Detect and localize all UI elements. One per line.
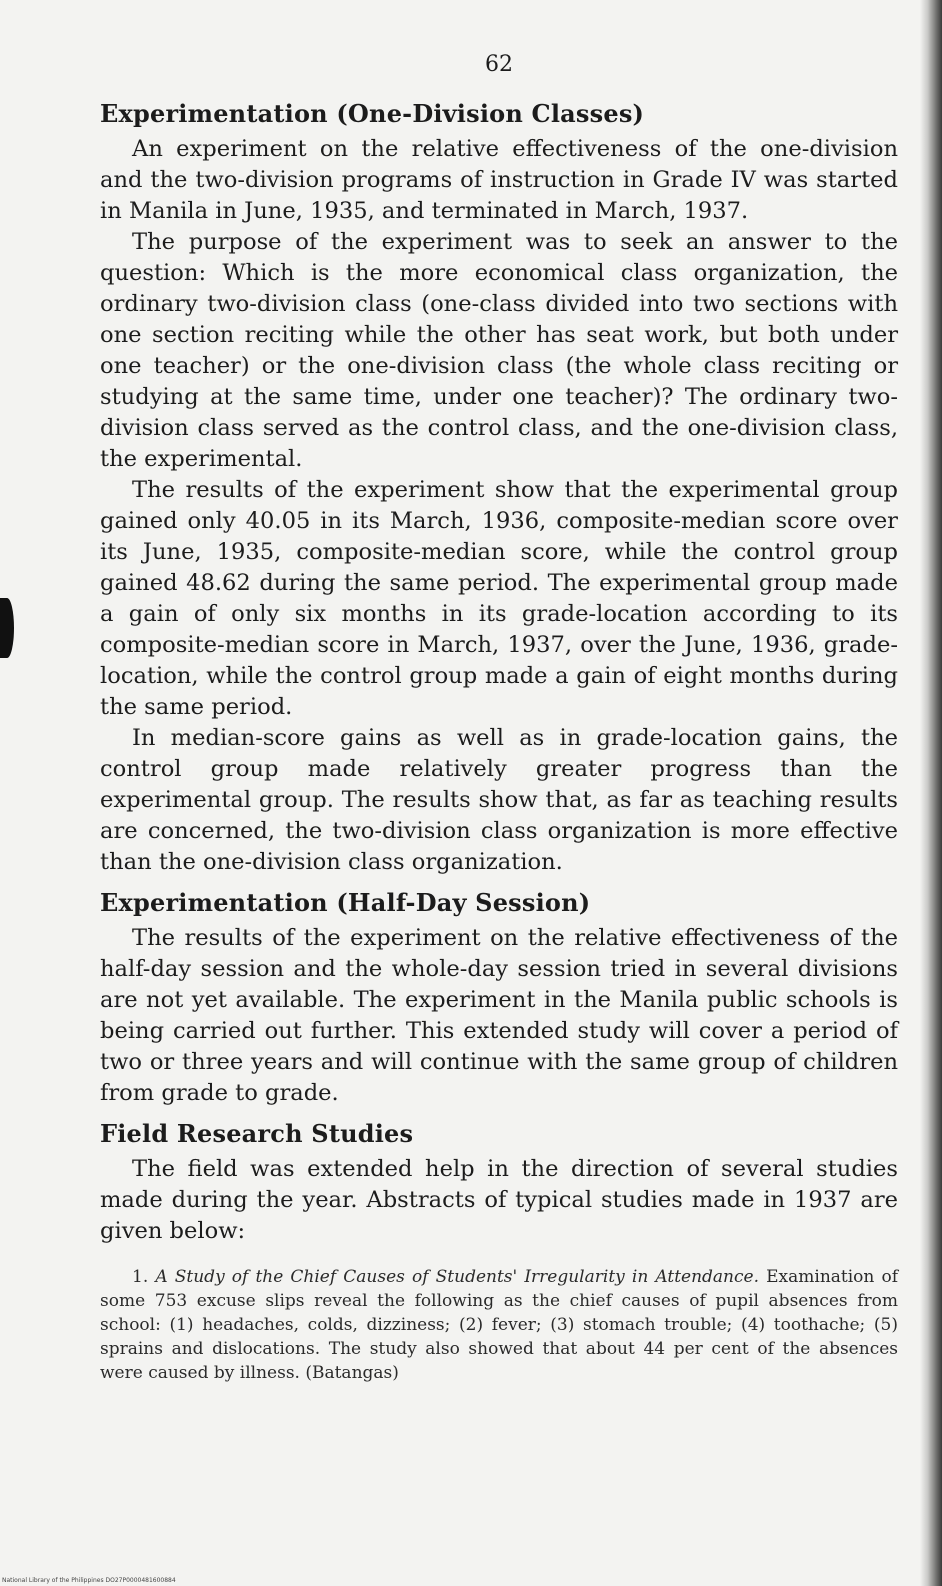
scan-footer: National Library of the Philippines DO27P0000481600884 [2, 1577, 176, 1584]
section-heading-field-research: Field Research Studies [100, 1119, 414, 1148]
section-heading-one-division: Experimentation (One-Division Classes) [100, 99, 645, 128]
study-title: A Study of the Chief Causes of Students' Irregularity in Attendance. [155, 1267, 759, 1287]
page-number: 62 [485, 52, 513, 77]
binding-mark [0, 598, 14, 658]
paragraph: In median-score gains as well as in grade-location gains, the control group made relatively greater progress than the experimental group. The results show that, as far as teaching results are concerned, the two-division class organization is more effective than the one-division class organization. [100, 725, 898, 875]
document-page [100, 52, 898, 1385]
study-body: Examination of some 753 excuse slips reveal the following as the chief causes of pupil absences from school: (1) headaches, colds, dizziness; (2) fever; (3) stomach trouble; (4) toothache; (5) sprains and dislocations. The study also showed that about 44 per cent of the absences were caused by illness. (Batangas) [100, 1267, 899, 1383]
paragraph: The results of the experiment on the relative effectiveness of the half-day session and the whole-day session tried in several divisions are not yet available. The experiment in the Manila public schools is being carried out further. This extended study will cover a period of two or three years and will continue with the same group of children from grade to grade. [100, 925, 898, 1106]
paragraph: The purpose of the experiment was to seek an answer to the question: Which is the more economical class organization, the ordinary two-division class (one-class divided into two sections with one section reciting while the other has seat work, but both under one teacher) or the one-division class (the whole class reciting or studying at the same time, under one teacher)? The ordinary two-division class served as the control class, and the one-division class, the experimental. [100, 229, 898, 472]
study-abstract [100, 1265, 898, 1385]
section-heading-half-day: Experimentation (Half-Day Session) [100, 888, 591, 917]
paragraph: The results of the experiment show that the experimental group gained only 40.05 in its March, 1936, composite-median score over its June, 1935, composite-median score, while the control group gained 48.62 during the same period. The experimental group made a gain of only six months in its grade-location according to its composite-median score in March, 1937, over the June, 1936, grade-location, while the control group made a gain of eight months during the same period. [100, 477, 898, 720]
scan-edge-shadow [920, 0, 942, 1586]
study-number: 1. [132, 1267, 149, 1287]
paragraph: An experiment on the relative effectiveness of the one-division and the two-division programs of instruction in Grade IV was started in Manila in June, 1935, and terminated in March, 1937. [100, 136, 898, 224]
paragraph: The field was extended help in the direction of several studies made during the year. Abstracts of typical studies made in 1937 are given below: [100, 1156, 898, 1244]
